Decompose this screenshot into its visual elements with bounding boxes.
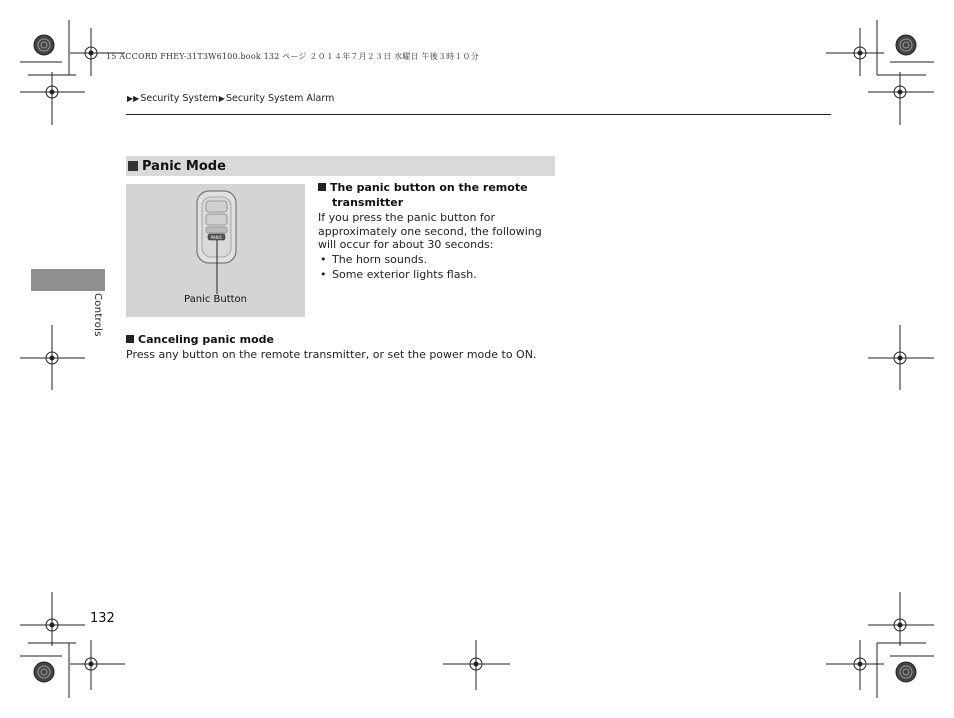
square-bullet-icon [318, 183, 326, 191]
registration-mark-icon [851, 44, 869, 62]
registration-target-icon [34, 662, 54, 682]
breadcrumb-item-security-system[interactable]: Security System [140, 93, 218, 104]
canceling-title [126, 333, 274, 346]
section-header [126, 156, 555, 176]
registration-mark-icon [851, 655, 869, 673]
registration-mark-icon [82, 655, 100, 673]
breadcrumb-arrow-icon: ▶▶ [127, 94, 140, 103]
square-bullet-icon [126, 335, 134, 343]
breadcrumb [126, 93, 334, 104]
list-item: • The horn sounds. [318, 252, 558, 267]
section-title: Panic Mode [142, 158, 226, 174]
registration-mark-icon [82, 44, 100, 62]
header-rule [126, 114, 831, 115]
svg-text:PANIC: PANIC [210, 235, 223, 240]
registration-mark-icon [891, 349, 909, 367]
side-tab-label: Controls [92, 293, 103, 337]
note-body: If you press the panic button for approximately one second, the following will occur for about 30 seconds: [318, 211, 542, 251]
registration-mark-icon [43, 616, 61, 634]
note-title-line1: The panic button on the remote [330, 181, 528, 194]
print-header: 15 ACCORD FHEY-31T3W6100.book 132 ページ ２０１４年７月２３日 水曜日 午後３時１０分 [106, 52, 479, 61]
list-item: • Some exterior lights flash. [318, 267, 558, 282]
square-bullet-icon [128, 161, 138, 171]
canceling-body: Press any button on the remote transmitter, or set the power mode to ON. [126, 348, 537, 361]
registration-mark-icon [467, 655, 485, 673]
registration-target-icon [896, 662, 916, 682]
canceling-title-text: Canceling panic mode [138, 333, 274, 346]
note-title [318, 180, 558, 210]
registration-mark-icon [891, 616, 909, 634]
breadcrumb-arrow-icon: ▶ [218, 94, 225, 103]
note-title-line2: transmitter [332, 196, 404, 209]
registration-target-icon [896, 35, 916, 55]
registration-mark-icon [43, 349, 61, 367]
registration-mark-icon [891, 83, 909, 101]
registration-mark-icon [43, 83, 61, 101]
side-tab [31, 269, 105, 291]
breadcrumb-item-security-system-alarm[interactable]: Security System Alarm [225, 93, 335, 104]
registration-target-icon [34, 35, 54, 55]
note-bullets [318, 252, 558, 282]
page-number: 132 [90, 611, 115, 626]
figure-label: Panic Button [184, 294, 247, 305]
remote-figure [126, 184, 305, 317]
